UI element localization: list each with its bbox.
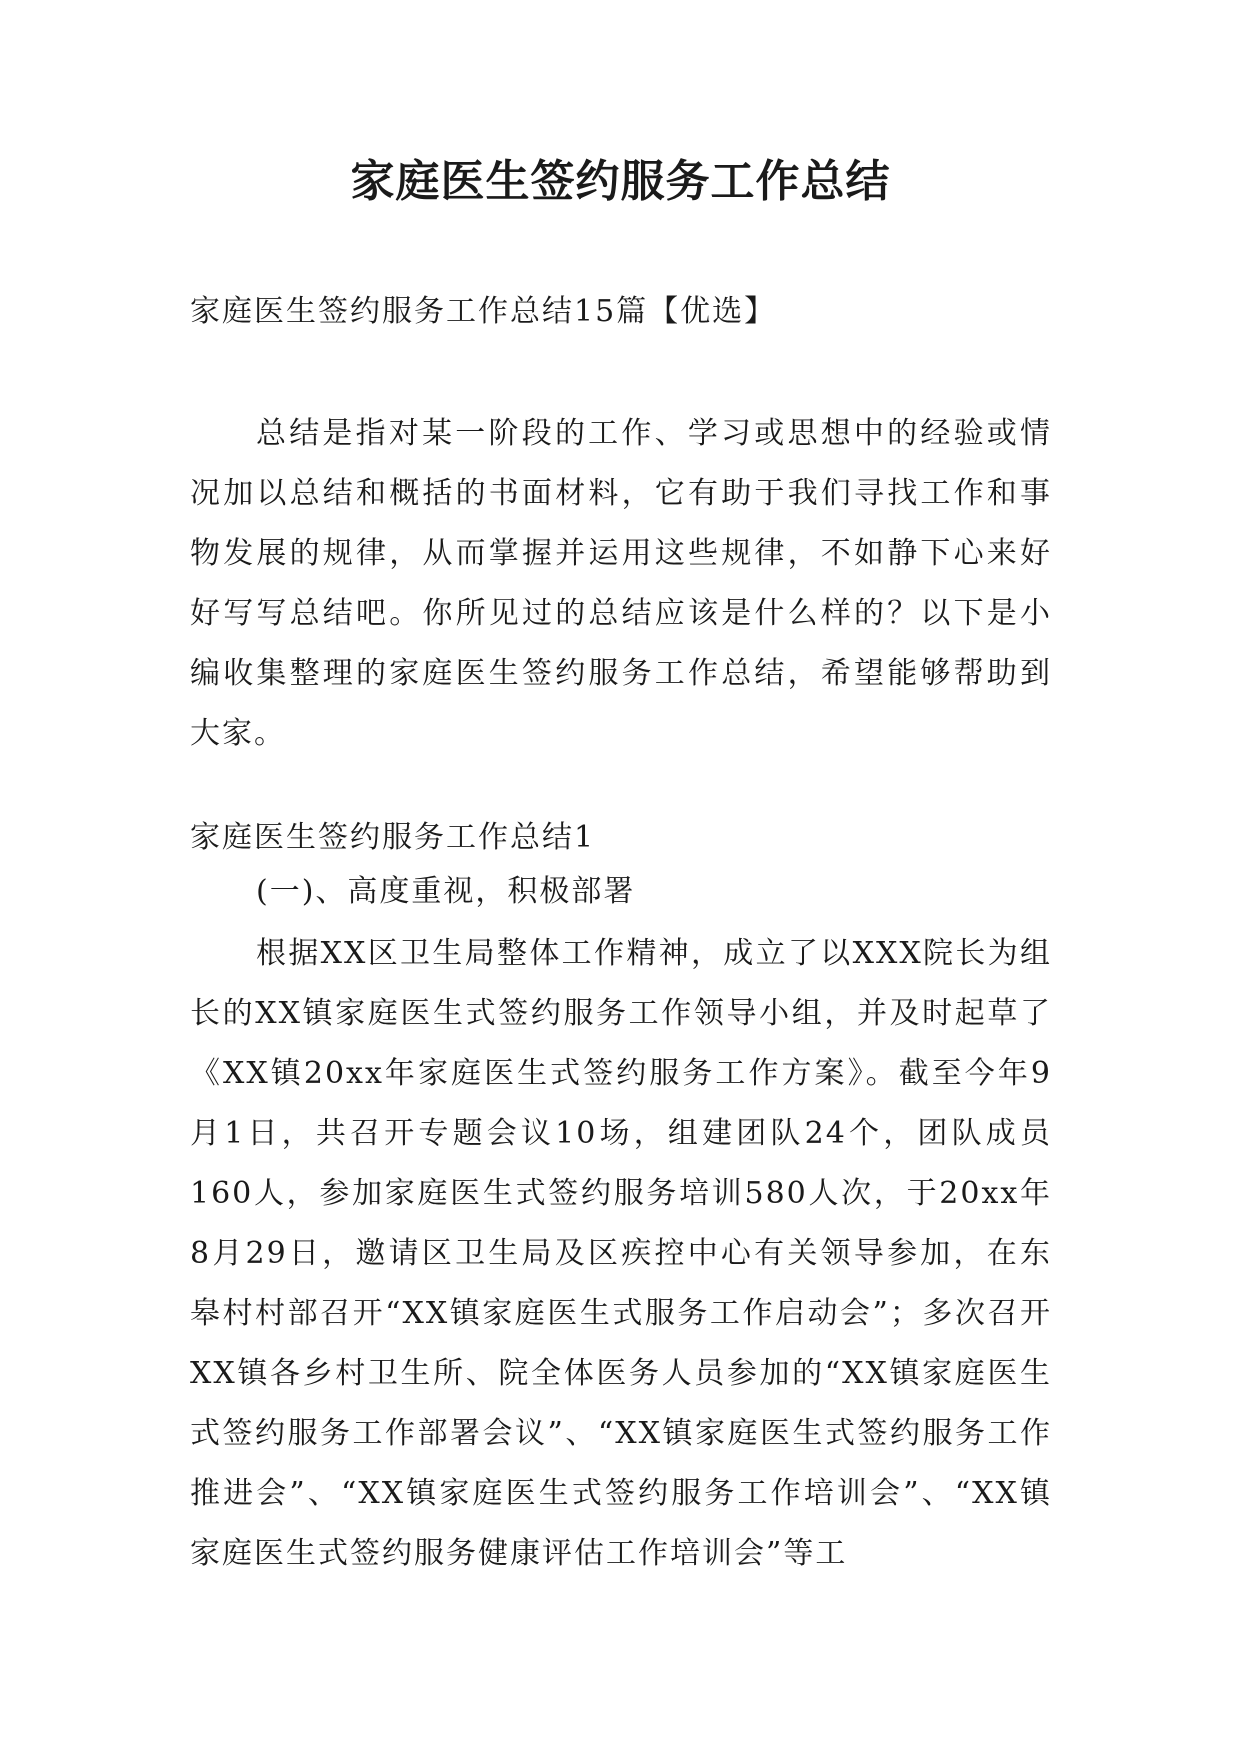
document-subtitle: 家庭医生签约服务工作总结15篇【优选】: [190, 294, 777, 329]
subsection-heading: (一)、高度重视，积极部署: [256, 874, 636, 909]
body-paragraph: 根据XX区卫生局整体工作精神，成立了以XXX院长为组长的XX镇家庭医生式签约服务工作领导小组，并及时起草了《XX镇20xx年家庭医生式签约服务工作方案》。截至今年9月1日，共召开专题会议10场，组建团队24个，团队成员160人，参加家庭医生式签约服务培训580人次，于20xx年8月29日，邀请区卫生局及区疾控中心有关领导参加，在东皋村村部召开“XX镇家庭医生式服务工作启动会”；多次召开XX镇各乡村卫生所、院全体医务人员参加的“XX镇家庭医生式签约服务工作部署会议”、“XX镇家庭医生式签约服务工作推进会”、“XX镇家庭医生式签约服务工作培训会”、“XX镇家庭医生式签约服务健康评估工作培训会”等工: [190, 936, 1052, 1571]
intro-paragraph: 总结是指对某一阶段的工作、学习或思想中的经验或情况加以总结和概括的书面材料，它有助于我们寻找工作和事物发展的规律，从而掌握并运用这些规律，不如静下心来好好写写总结吧。你所见过的总结应该是什么样的？以下是小编收集整理的家庭医生签约服务工作总结，希望能够帮助到大家。: [190, 416, 1052, 751]
section-heading: 家庭医生签约服务工作总结1: [190, 820, 596, 855]
document-title: 家庭医生签约服务工作总结: [350, 156, 891, 207]
